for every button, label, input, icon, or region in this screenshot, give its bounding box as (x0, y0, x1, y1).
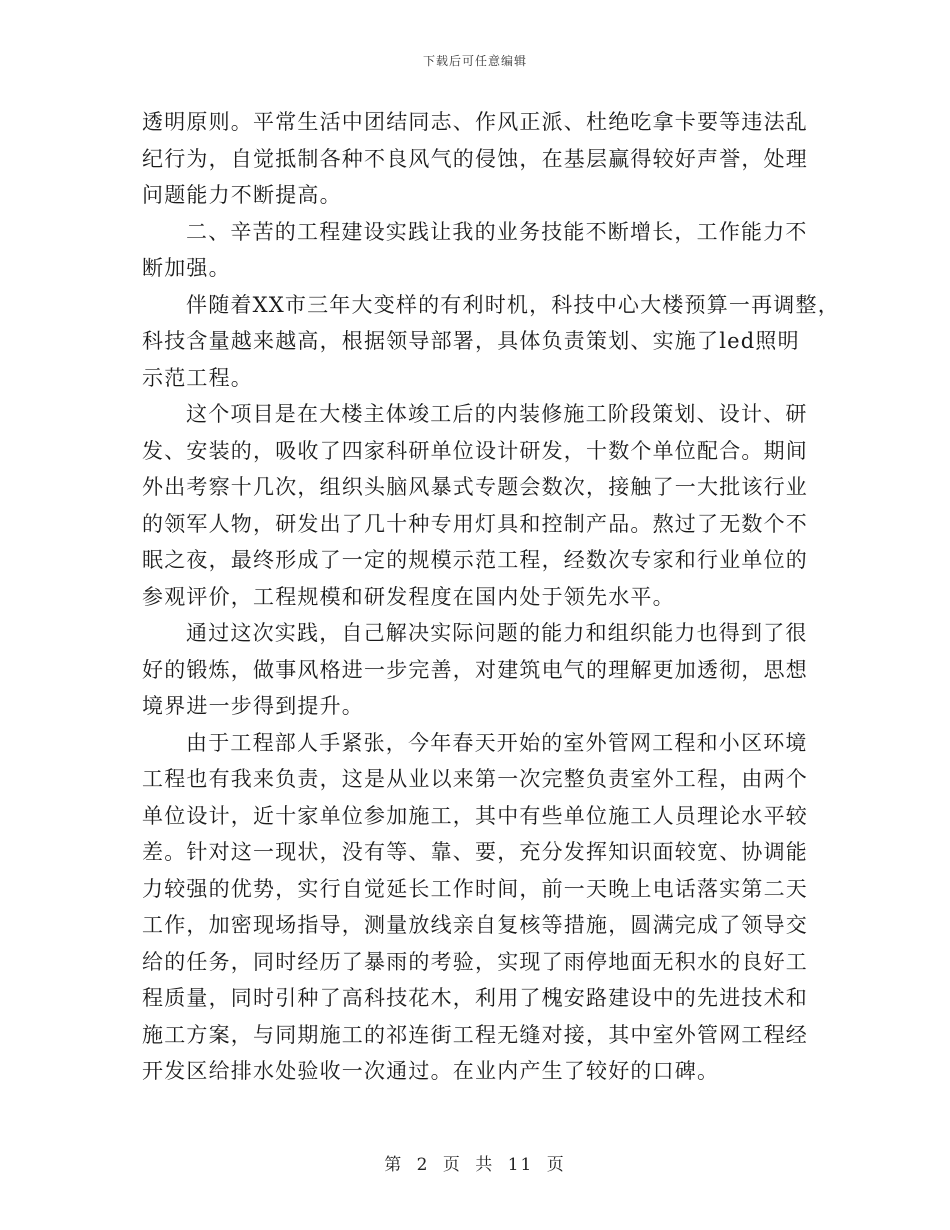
paragraph-first-line: 伴随着XX市三年大变样的有利时机，科技中心大楼预算一再调整， (186, 292, 840, 317)
paragraph-first-line: 由于工程部人手紧张，今年春天开始的室外管网工程和小区环境 (186, 730, 808, 755)
page-header: 下载后可任意编辑 (422, 54, 527, 68)
paragraph-first-line: 二、辛苦的工程建设实践让我的业务技能不断增长，工作能力不 (186, 219, 808, 244)
text-line: 给的任务，同时经历了暴雨的考验，实现了雨停地面无积水的良好工 (142, 949, 808, 974)
text-line: 参观评价，工程规模和研发程度在国内处于领先水平。 (142, 584, 675, 609)
document-body (142, 104, 840, 1090)
text-line: 单位设计，近十家单位参加施工，其中有些单位施工人员理论水平较 (142, 803, 808, 828)
text-line: 示范工程。 (142, 365, 253, 390)
text-line: 问题能力不断提高。 (142, 183, 342, 207)
text-line: 境界进一步得到提升。 (142, 694, 364, 718)
text-line: 断加强。 (142, 256, 231, 280)
text-line: 眠之夜，最终形成了一定的规模示范工程，经数次专家和行业单位的 (142, 548, 808, 572)
text-line: 开发区给排水处验收一次通过。在业内产生了较好的口碑。 (142, 1059, 720, 1083)
text-line: 外出考察十几次，组织头脑风暴式专题会数次，接触了一大批该行业 (142, 475, 808, 499)
text-line: 好的锻炼，做事风格进一步完善，对建筑电气的理解更加透彻，思想 (142, 657, 808, 682)
text-line: 透明原则。平常生活中团结同志、作风正派、杜绝吃拿卡要等违法乱 (142, 110, 808, 134)
text-line: 纪行为，自觉抵制各种不良风气的侵蚀，在基层赢得较好声誉，处理 (142, 146, 808, 171)
text-line: 的领军人物，研发出了几十种专用灯具和控制产品。熬过了无数个不 (142, 511, 808, 536)
text-line: 工程也有我来负责，这是从业以来第一次完整负责室外工程，由两个 (142, 767, 808, 791)
text-line: 发、安装的，吸收了四家科研单位设计研发，十数个单位配合。期间 (142, 438, 808, 463)
text-line: 施工方案，与同期施工的祁连街工程无缝对接，其中室外管网工程经 (142, 1022, 808, 1047)
paragraph-first-line: 通过这次实践，自己解决实际问题的能力和组织能力也得到了很 (186, 621, 808, 645)
text-line: 差。针对这一现状，没有等、靠、要，充分发挥知识面较宽、协调能 (142, 840, 808, 864)
page-number-footer: 第 2 页 共 11 页 (384, 1155, 566, 1175)
text-line: 力较强的优势，实行自觉延长工作时间，前一天晚上电话落实第二天 (142, 876, 808, 901)
text-line: 科技含量越来越高，根据领导部署，具体负责策划、实施了led照明 (142, 329, 800, 353)
text-line: 工作，加密现场指导，测量放线亲自复核等措施，圆满完成了领导交 (142, 913, 808, 937)
paragraph-first-line: 这个项目是在大楼主体竣工后的内装修施工阶段策划、设计、研 (186, 402, 808, 426)
text-line: 程质量，同时引种了高科技花木，利用了槐安路建设中的先进技术和 (142, 986, 808, 1010)
